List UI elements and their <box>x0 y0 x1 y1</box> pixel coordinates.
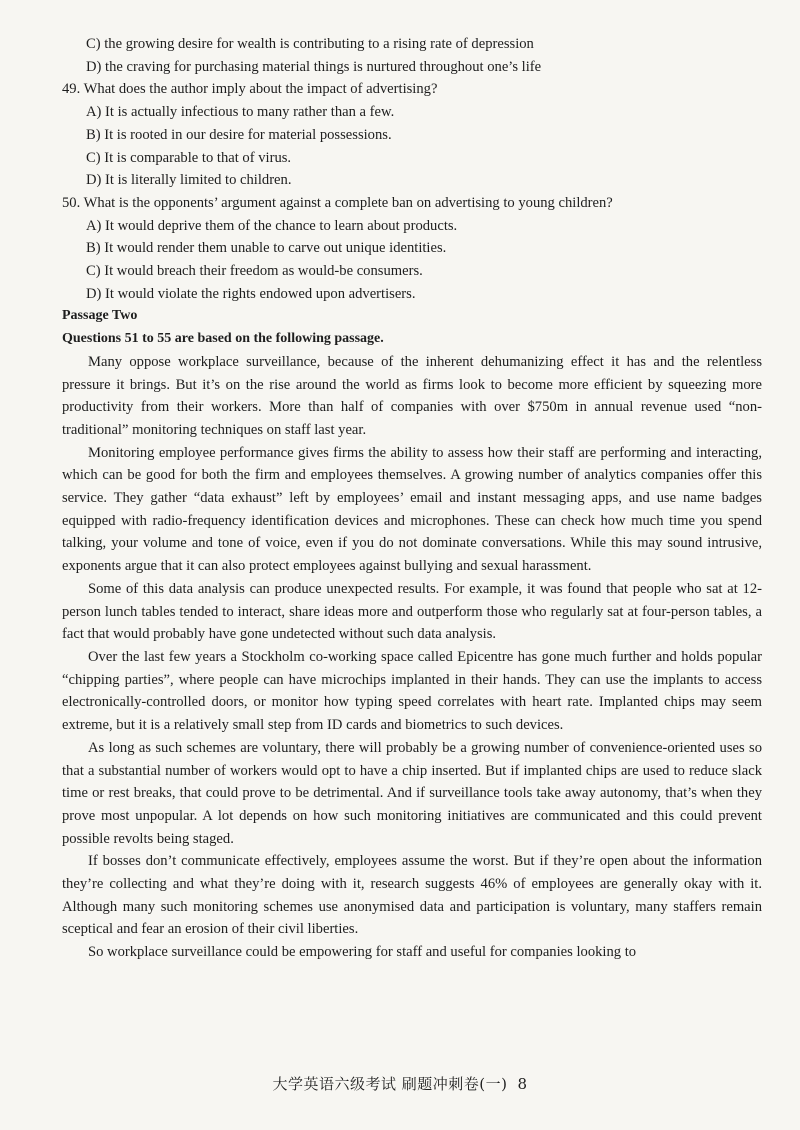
question-50: 50. What is the opponents’ argument against a complete ban on advertising to young children? <box>62 194 613 211</box>
question-49: 49. What does the author imply about the impact of advertising? <box>62 81 438 98</box>
passage-paragraph-7: So workplace surveillance could be empowering for staff and useful for companies looking to <box>88 944 637 961</box>
option-48c: C) the growing desire for wealth is contributing to a rising rate of depression <box>86 36 534 52</box>
page-content <box>62 33 762 964</box>
option-50c: C) It would breach their freedom as would-be consumers. <box>86 263 423 280</box>
footer-title: 大学英语六级考试 刷题冲刺卷(一) <box>272 1075 508 1093</box>
page-footer <box>0 1073 800 1094</box>
passage-paragraph-5: As long as such schemes are voluntary, there will probably be a growing number of convenience-oriented uses so that a substantial number of workers would opt to have a chip inserted. But if implanted chips are used to reduce slack time or rest breaks, that could prove to be detrimental. And if surveillance tools take away autonomy, that’s when they prove most unpopular. A lot depends on how such monitoring initiatives are communicated and this could prevent possible revolts being staged. <box>62 739 762 847</box>
option-48d: D) the craving for purchasing material things is nurtured throughout one’s life <box>86 58 542 75</box>
passage-instruction: Questions 51 to 55 are based on the following passage. <box>62 331 384 347</box>
option-50a: A) It would deprive them of the chance to learn about products. <box>86 217 458 234</box>
option-49b: B) It is rooted in our desire for material possessions. <box>86 126 392 143</box>
option-49a: A) It is actually infectious to many rather than a few. <box>86 104 395 121</box>
page-number: 8 <box>517 1075 528 1093</box>
option-49c: C) It is comparable to that of virus. <box>86 149 292 166</box>
passage-paragraph-3: Some of this data analysis can produce unexpected results. For example, it was found that people who sat at 12-person lunch tables tended to interact, share ideas more and outperform those who regularly sat at four-person tables, a fact that would probably have gone undetected without such data analysis. <box>62 580 762 643</box>
option-50b: B) It would render them unable to carve out unique identities. <box>86 240 447 257</box>
option-50d: D) It would violate the rights endowed upon advertisers. <box>86 285 416 302</box>
passage-paragraph-4: Over the last few years a Stockholm co-working space called Epicentre has gone much further and holds popular “chipping parties”, where people can have microchips implanted in their hands. They can use the implants to access electronically-controlled doors, or monitor how typing speed correlates with heart rate. Implanted chips may seem extreme, but it is a relatively small step from ID cards and biometrics to such devices. <box>62 648 762 734</box>
passage-paragraph-1: Many oppose workplace surveillance, because of the inherent dehumanizing effect it has and the relentless pressure it brings. But it’s on the rise around the world as firms look to become more efficient by squeezing more productivity from their workers. More than half of companies with over $750m in annual revenue used “non-traditional” monitoring techniques on staff last year. <box>62 353 762 438</box>
passage-paragraph-6: If bosses don’t communicate effectively, employees assume the worst. But if they’re open about the information they’re collecting and what they’re doing with it, research suggests 46% of employees are generally okay with it. Although many such monitoring schemes use anonymised data and participation is voluntary, many staffers remain sceptical and fear an erosion of their civil liberties. <box>62 853 762 938</box>
passage-title: Passage Two <box>62 308 138 324</box>
passage-paragraph-2: Monitoring employee performance gives firms the ability to assess how their staff are performing and interacting, which can be good for both the firm and employees themselves. A growing number of analytics companies offer this service. They gather “data exhaust” left by employees’ email and instant messaging apps, and use name badges equipped with radio-frequency identification devices and microphones. These can check how much time you spend talking, your volume and tone of voice, even if you do not dominate conversations. While this may sound intrusive, exponents argue that it can also protect employees against bullying and sexual harassment. <box>62 444 762 575</box>
option-49d: D) It is literally limited to children. <box>86 172 292 189</box>
